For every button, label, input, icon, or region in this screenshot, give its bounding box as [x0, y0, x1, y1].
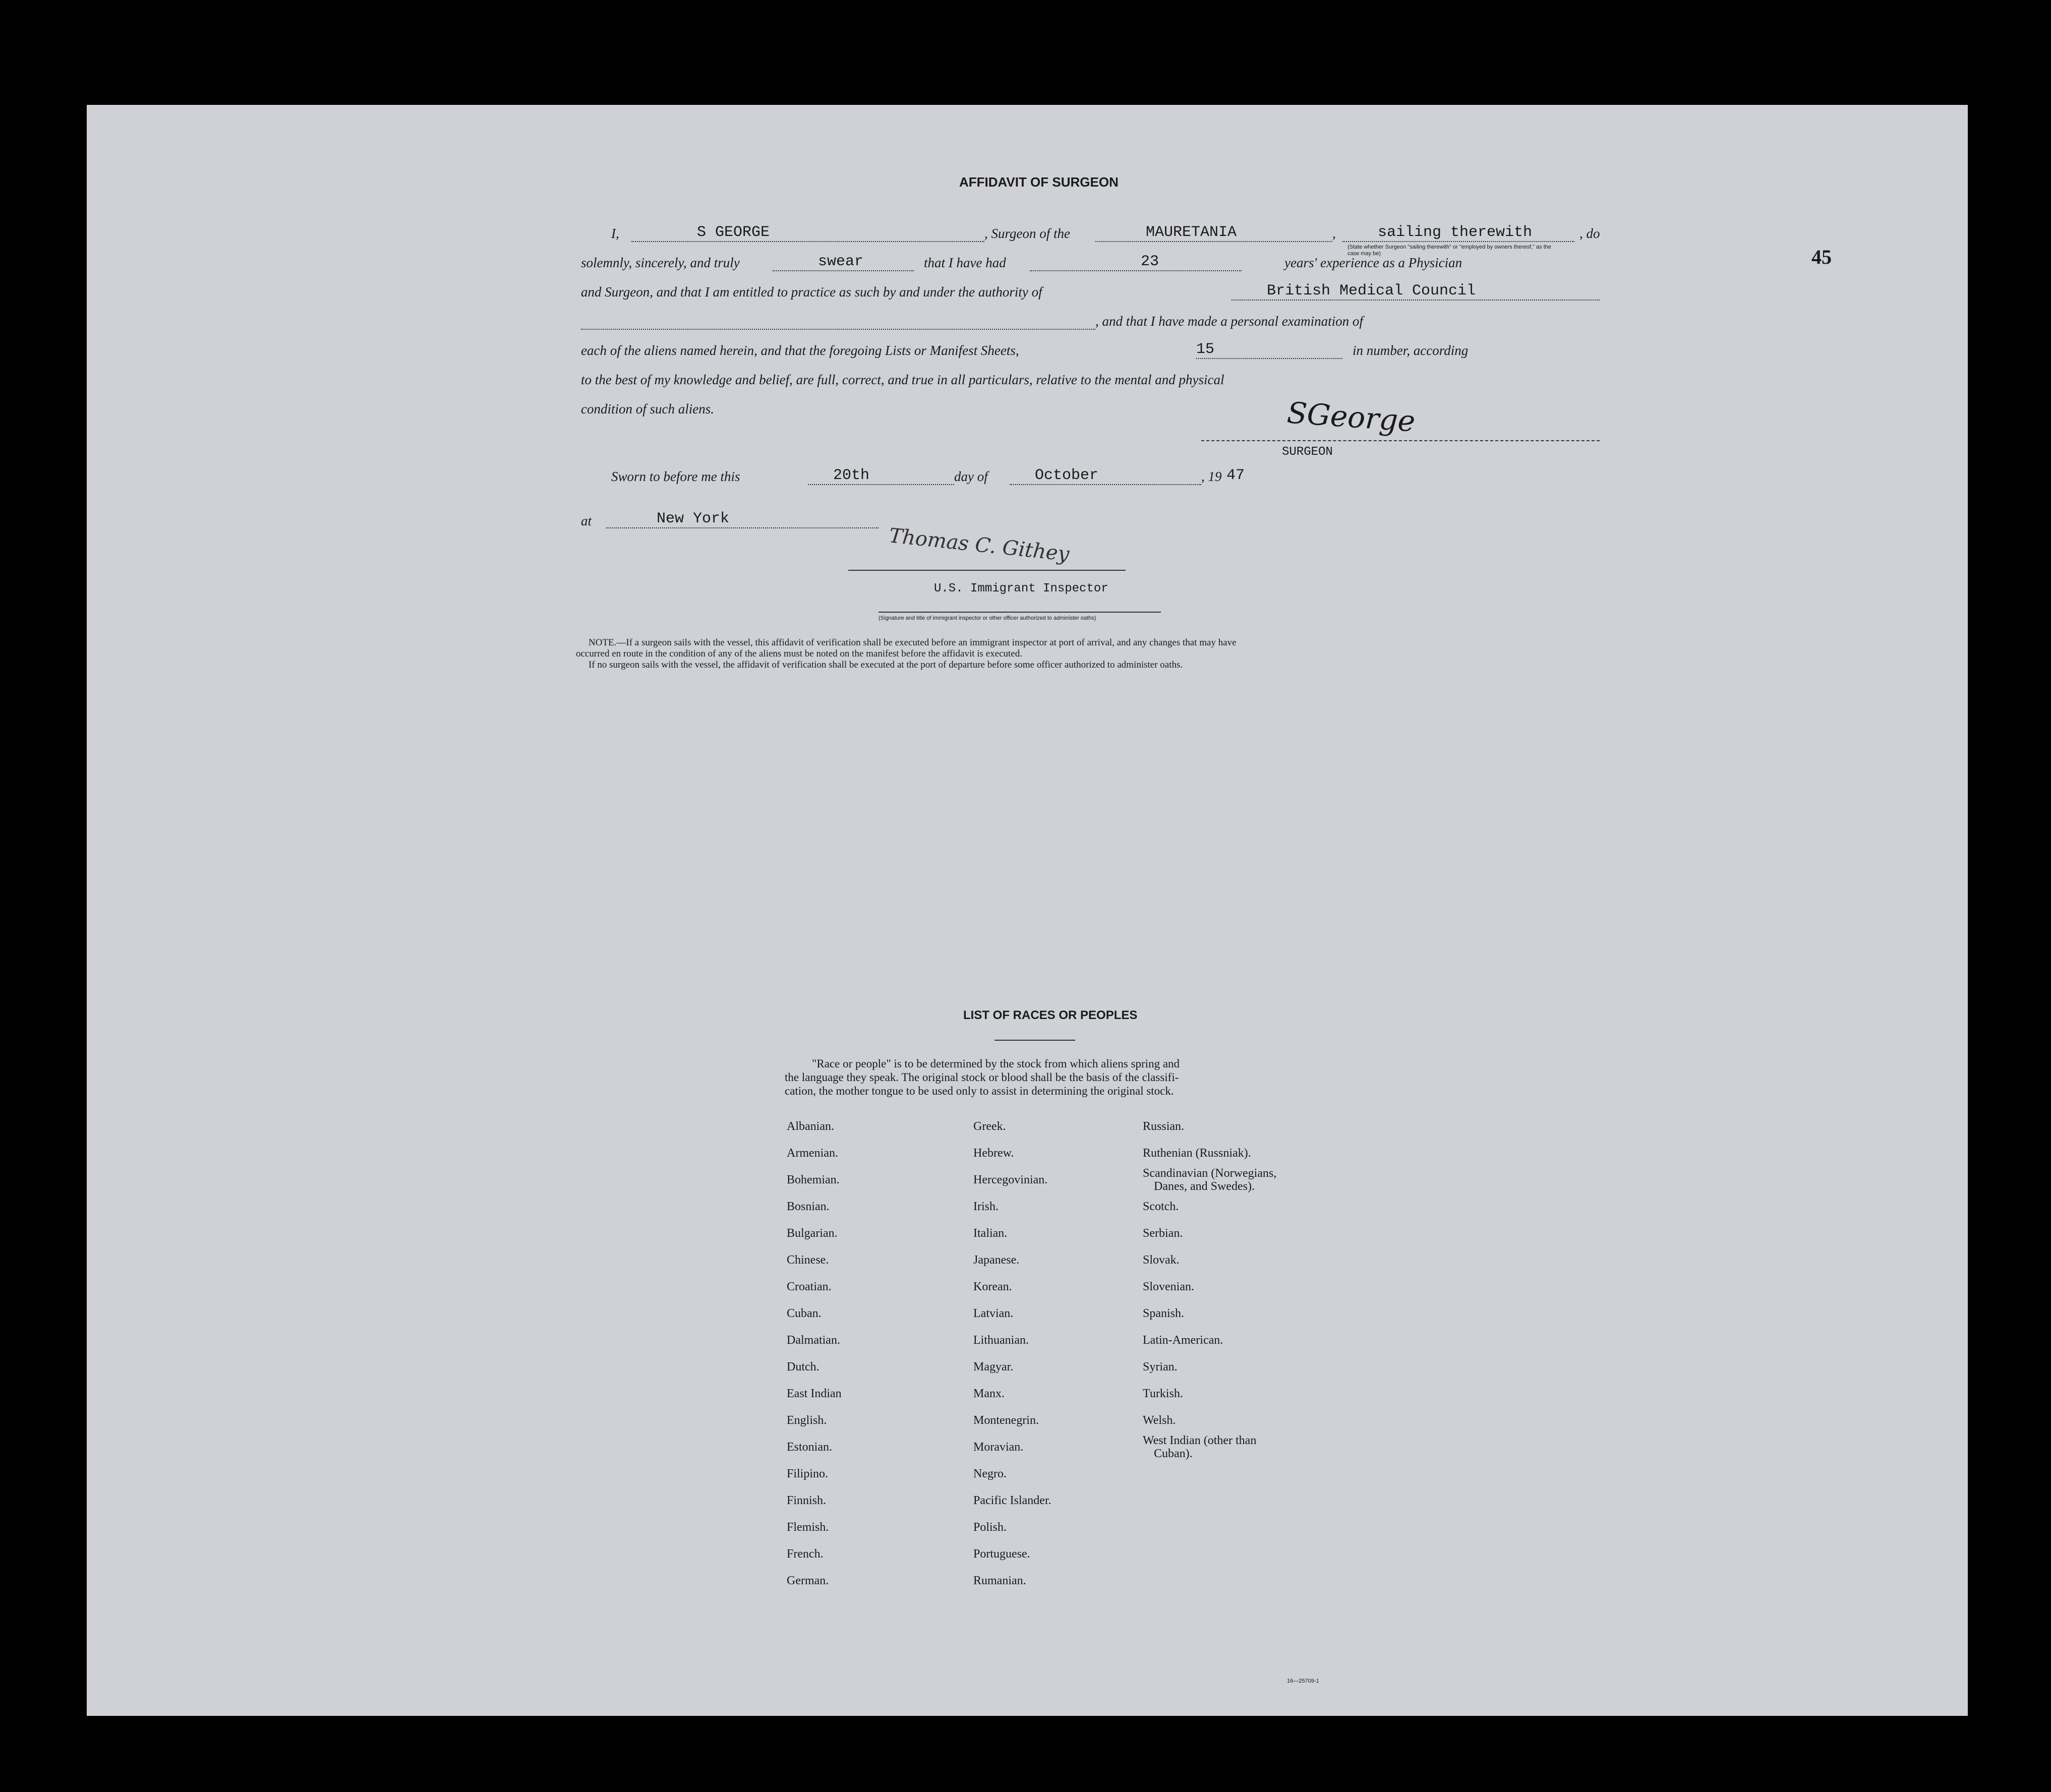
- fill-line: [1342, 241, 1574, 242]
- race-item: Hercegovinian.: [973, 1173, 1048, 1186]
- race-item: Albanian.: [787, 1120, 834, 1133]
- race-item: Dutch.: [787, 1360, 819, 1373]
- fill-line: [1196, 358, 1342, 359]
- affidavit-title: AFFIDAVIT OF SURGEON: [959, 174, 1119, 190]
- race-item: Rumanian.: [973, 1574, 1026, 1587]
- race-item: Pacific Islander.: [973, 1494, 1051, 1507]
- affidavit-text: years' experience as a Physician: [1284, 255, 1462, 270]
- affidavit-note: [576, 637, 1237, 671]
- race-item: West Indian (other than: [1143, 1434, 1257, 1447]
- affidavit-text: , and that I have made a personal examination of: [1095, 314, 1363, 329]
- affidavit-text: condition of such aliens.: [581, 401, 714, 416]
- signature-line: [878, 612, 1161, 613]
- licensing-authority: British Medical Council: [1267, 282, 1476, 300]
- surgeon-signature: SGeorge: [1285, 395, 1417, 439]
- affidavit-text: each of the aliens named herein, and that the foregoing Lists or Manifest Sheets,: [581, 343, 1019, 358]
- affidavit-text: ,: [1332, 226, 1336, 241]
- sailing-status: sailing therewith: [1378, 224, 1533, 241]
- sheet-count: 15: [1196, 341, 1215, 358]
- affidavit-text: I,: [611, 226, 619, 241]
- manifest-sheet: [87, 105, 1968, 1716]
- race-item: Magyar.: [973, 1360, 1014, 1373]
- signature-line: [848, 570, 1126, 571]
- fill-line: [1095, 241, 1332, 242]
- race-item: Japanese.: [973, 1253, 1020, 1267]
- race-item: Estonian.: [787, 1441, 832, 1454]
- intro-line: cation, the mother tongue to be used only to assist in determining the original stock.: [785, 1085, 1174, 1097]
- intro-line: the language they speak. The original stock or blood shall be the basis of the classifi-: [785, 1071, 1179, 1084]
- form-number: 16—25709-1: [1287, 1678, 1319, 1684]
- fill-line: [773, 270, 914, 271]
- race-item: Dalmatian.: [787, 1334, 840, 1347]
- race-item: Cuban).: [1154, 1447, 1193, 1460]
- race-item: Scandinavian (Norwegians,: [1143, 1167, 1277, 1180]
- surgeon-name: S GEORGE: [697, 224, 770, 241]
- race-item: German.: [787, 1574, 829, 1587]
- sworn-year: 47: [1226, 467, 1245, 484]
- race-item: Portuguese.: [973, 1547, 1030, 1561]
- race-item: Filipino.: [787, 1467, 829, 1480]
- race-item: Serbian.: [1143, 1227, 1183, 1240]
- race-item: Syrian.: [1143, 1360, 1178, 1373]
- page-number: 45: [1811, 246, 1832, 268]
- race-item: Irish.: [973, 1200, 999, 1213]
- races-column-3: [1143, 1113, 1276, 1461]
- races-intro: [785, 1057, 1180, 1098]
- sworn-day: 20th: [833, 467, 870, 484]
- race-item: Manx.: [973, 1387, 1005, 1400]
- fill-line: [606, 527, 878, 528]
- race-item: Welsh.: [1143, 1414, 1176, 1427]
- race-item: Danes, and Swedes).: [1154, 1180, 1255, 1193]
- note-line: NOTE.—If a surgeon sails with the vessel, this affidavit of verification shall be executed before an immigrant inspector at port of arrival, and any changes that may have: [589, 637, 1237, 648]
- inspector-title: U.S. Immigrant Inspector: [934, 582, 1108, 595]
- fill-line: [808, 484, 954, 485]
- title-rule: [994, 1040, 1075, 1041]
- race-item: Finnish.: [787, 1494, 827, 1507]
- race-item: Latin-American.: [1143, 1334, 1223, 1347]
- race-item: Slovenian.: [1143, 1280, 1194, 1293]
- race-item: Flemish.: [787, 1521, 829, 1534]
- race-item: Latvian.: [973, 1307, 1014, 1320]
- race-item: Korean.: [973, 1280, 1012, 1293]
- race-item: Armenian.: [787, 1147, 838, 1160]
- sworn-text: Sworn to before me this: [611, 469, 740, 484]
- affidavit-text: solemnly, sincerely, and truly: [581, 255, 740, 270]
- surgeon-label: SURGEON: [1282, 445, 1333, 459]
- race-item: Montenegrin.: [973, 1414, 1039, 1427]
- intro-line: "Race or people" is to be determined by the stock from which aliens spring and: [812, 1057, 1180, 1070]
- fill-line: [581, 329, 1095, 330]
- affidavit-text: and Surgeon, and that I am entitled to practice as such by and under the authority of: [581, 284, 1042, 300]
- race-item: English.: [787, 1414, 827, 1427]
- race-item: Scotch.: [1143, 1200, 1179, 1213]
- year-prefix: , 19: [1201, 469, 1222, 484]
- oath-word: swear: [818, 253, 864, 270]
- note-line: occurred en route in the condition of any of the aliens must be noted on the manifest before the affidavit is executed.: [576, 648, 1022, 659]
- race-item: Spanish.: [1143, 1307, 1185, 1320]
- race-item: Negro.: [973, 1467, 1007, 1480]
- note-line: If no surgeon sails with the vessel, the affidavit of verification shall be executed at the port of departure before some officer authorized to administer oaths.: [589, 660, 1183, 670]
- races-column-2: [973, 1113, 1051, 1594]
- fill-line: [1010, 484, 1201, 485]
- affidavit-text: , Surgeon of the: [984, 226, 1070, 241]
- affidavit-text: , do: [1579, 226, 1600, 241]
- affidavit-text: that I have had: [924, 255, 1006, 270]
- race-item: Bulgarian.: [787, 1227, 838, 1240]
- day-of-text: day of: [954, 469, 988, 484]
- affidavit-text: in number, according: [1353, 343, 1469, 358]
- inspector-caption: (Signature and title of immigrant inspector or other officer authorized to administer oaths): [878, 615, 1096, 621]
- races-title: LIST OF RACES OR PEOPLES: [963, 1008, 1138, 1022]
- race-item: Bohemian.: [787, 1173, 840, 1186]
- signature-line: [1201, 440, 1600, 441]
- race-item: Lithuanian.: [973, 1334, 1029, 1347]
- race-item: Polish.: [973, 1521, 1007, 1534]
- years-experience: 23: [1141, 253, 1159, 270]
- race-item: Chinese.: [787, 1253, 829, 1267]
- sworn-month: October: [1035, 467, 1099, 484]
- races-column-1: [787, 1113, 842, 1594]
- fill-line: [1030, 270, 1242, 271]
- race-item: Slovak.: [1143, 1253, 1180, 1267]
- race-item: Italian.: [973, 1227, 1008, 1240]
- vessel-name: MAURETANIA: [1146, 224, 1237, 241]
- race-item: French.: [787, 1547, 824, 1561]
- race-item: East Indian: [787, 1387, 842, 1400]
- sailing-note: (State whether Surgeon "sailing therewith" or "employed by owners thereof," as the case may be): [1347, 244, 1551, 257]
- fill-line: [1232, 300, 1600, 301]
- race-item: Turkish.: [1143, 1387, 1183, 1400]
- race-item: Greek.: [973, 1120, 1006, 1133]
- race-item: Moravian.: [973, 1441, 1024, 1454]
- at-label: at: [581, 513, 592, 528]
- race-item: Croatian.: [787, 1280, 832, 1293]
- race-item: Russian.: [1143, 1120, 1185, 1133]
- race-item: Hebrew.: [973, 1147, 1014, 1160]
- race-item: Ruthenian (Russniak).: [1143, 1147, 1251, 1160]
- sworn-place: New York: [657, 510, 730, 527]
- race-item: Cuban.: [787, 1307, 822, 1320]
- fill-line: [631, 241, 984, 242]
- race-item: Bosnian.: [787, 1200, 830, 1213]
- inspector-signature: Thomas C. Githey: [888, 524, 1071, 566]
- affidavit-text: to the best of my knowledge and belief, are full, correct, and true in all particulars, relative to the mental and physical: [581, 372, 1224, 387]
